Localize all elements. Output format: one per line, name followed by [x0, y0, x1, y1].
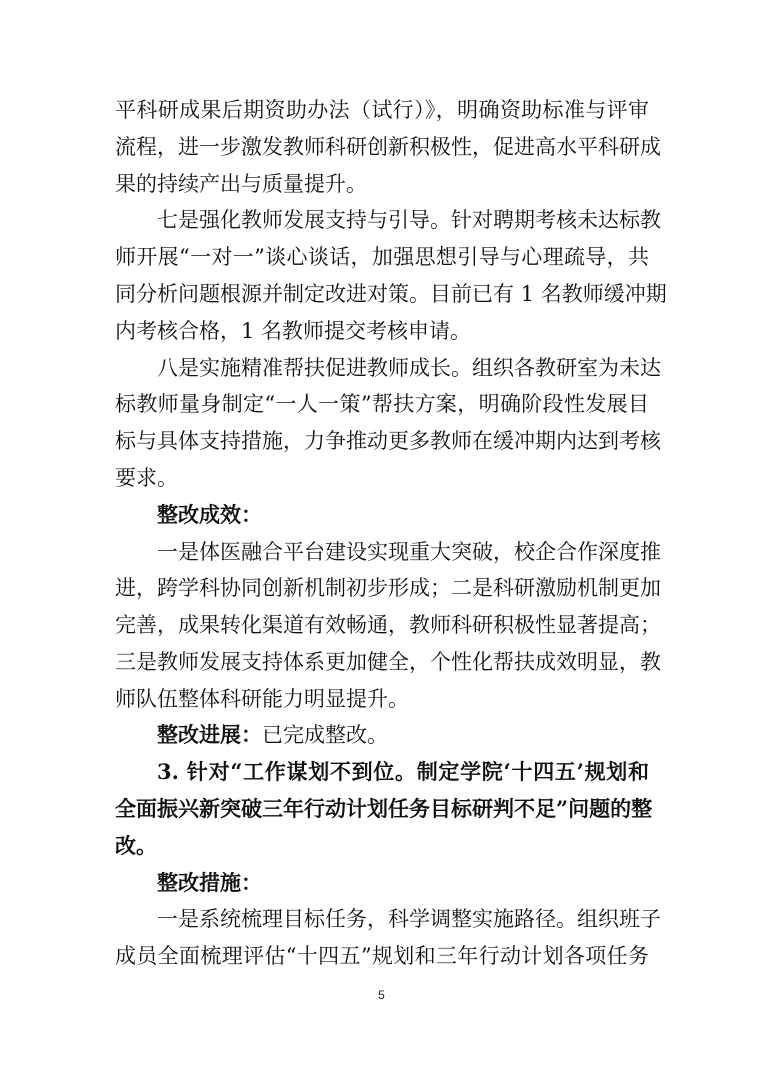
body-line: 师队伍整体科研能力明显提升。: [115, 686, 409, 711]
progress-line: [157, 717, 649, 753]
body-line: 七是强化教师发展支持与引导。针对聘期考核未达标教: [157, 208, 661, 233]
body-line: 一是体医融合平台建设实现重大突破，校企合作深度推: [157, 539, 661, 564]
numbered-heading: 3. 针对“工作谋划不到位。制定学院‘十四五’规划和: [157, 759, 649, 785]
body-line: 成员全面梳理评估“十四五”规划和三年行动计划各项任务: [115, 944, 649, 969]
section-heading: 整改措施：: [157, 869, 262, 895]
body-line: 师开展“一对一”谈心谈话，加强思想引导与心理疏导，共: [115, 245, 649, 270]
body-line: 流程，进一步激发教师科研创新积极性，促进高水平科研成: [115, 134, 661, 159]
body-line: 进，跨学科协同创新机制初步形成；二是科研激励机制更加: [115, 576, 661, 601]
body-line: 同分析问题根源并制定改进对策。目前已有 1 名教师缓冲期: [115, 281, 667, 306]
numbered-heading: 改。: [115, 832, 157, 858]
body-line: 完善，成果转化渠道有效畅通，教师科研积极性显著提高；: [115, 613, 661, 638]
page-number: 5: [378, 988, 385, 1002]
section-heading: 整改成效：: [157, 501, 262, 527]
body-line: 标与具体支持措施，力争推动更多教师在缓冲期内达到考核: [115, 429, 661, 454]
body-line: 一是系统梳理目标任务，科学调整实施路径。组织班子: [157, 907, 661, 932]
body-line: 平科研成果后期资助办法（试行）》，明确资助标准与评审: [115, 98, 649, 122]
progress-value: 已完成整改。: [262, 723, 388, 748]
numbered-heading: 全面振兴新突破三年行动计划任务目标研判不足”问题的整: [115, 796, 653, 822]
body-line: 内考核合格，1 名教师提交考核申请。: [115, 318, 472, 343]
body-line: 要求。: [115, 465, 178, 490]
body-line: 果的持续产出与质量提升。: [115, 171, 367, 196]
body-line: 三是教师发展支持体系更加健全，个性化帮扶成效明显，教: [115, 649, 661, 674]
body-line: 八是实施精准帮扶促进教师成长。组织各教研室为未达: [157, 355, 661, 380]
progress-label: 整改进展：: [157, 722, 262, 748]
body-line: 标教师量身制定“一人一策”帮扶方案，明确阶段性发展目: [115, 392, 649, 417]
